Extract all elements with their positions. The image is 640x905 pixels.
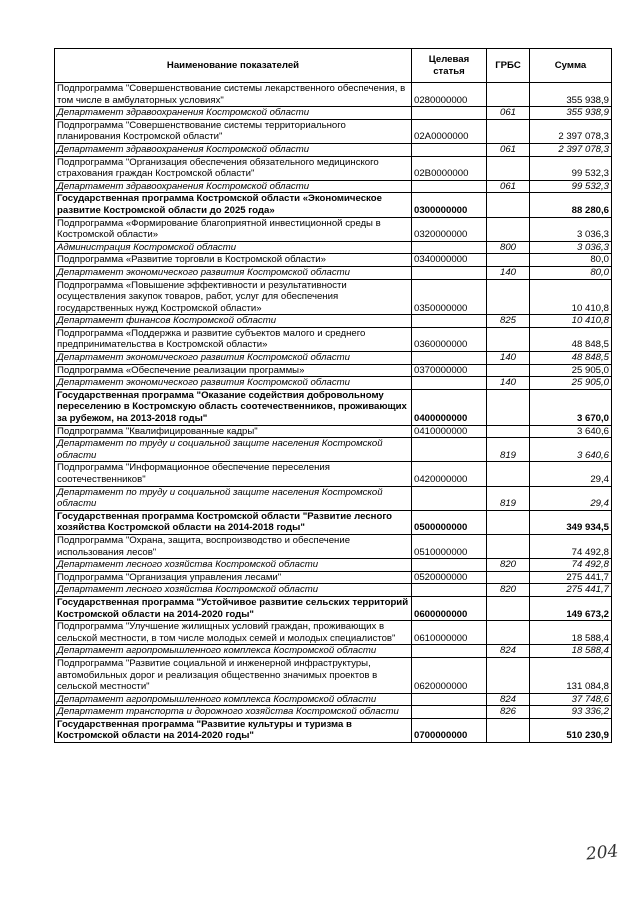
- row-grbs-cell: 824: [487, 693, 530, 706]
- row-grbs-cell: [487, 462, 530, 486]
- row-name-cell: Департамент экономического развития Костромской области: [55, 266, 412, 279]
- table-row: [55, 143, 612, 156]
- row-grbs-cell: 140: [487, 352, 530, 365]
- row-name-cell: Подпрограмма "Совершенствование системы лекарственного обеспечения, в том числе в амбулаторных условиях": [55, 83, 412, 107]
- row-grbs-cell: [487, 510, 530, 534]
- row-sum-cell: 18 588,4: [530, 645, 612, 658]
- row-code-cell: [412, 693, 487, 706]
- row-sum-cell: 349 934,5: [530, 510, 612, 534]
- row-grbs-cell: 800: [487, 241, 530, 254]
- row-code-cell: 0610000000: [412, 621, 487, 645]
- row-name-cell: Департамент по труду и социальной защите населения Костромской области: [55, 438, 412, 462]
- row-code-cell: [412, 377, 487, 390]
- table-row: [55, 425, 612, 438]
- row-grbs-cell: 819: [487, 438, 530, 462]
- row-name-cell: Департамент агропромышленного комплекса Костромской области: [55, 693, 412, 706]
- row-name-cell: Департамент финансов Костромской области: [55, 315, 412, 328]
- row-name-cell: Подпрограмма "Развитие социальной и инженерной инфраструктуры, автомобильных дорог и реализация общественно значимых проектов в сельской местности": [55, 657, 412, 693]
- table-row: [55, 706, 612, 719]
- row-code-cell: 0350000000: [412, 279, 487, 315]
- row-grbs-cell: 140: [487, 266, 530, 279]
- table-row: [55, 596, 612, 620]
- header-code: Целевая статья: [412, 49, 487, 83]
- row-grbs-cell: 140: [487, 377, 530, 390]
- row-grbs-cell: [487, 83, 530, 107]
- row-code-cell: 0280000000: [412, 83, 487, 107]
- row-sum-cell: 88 280,6: [530, 193, 612, 217]
- row-name-cell: Подпрограмма "Организация управления лесами": [55, 571, 412, 584]
- row-sum-cell: 355 938,9: [530, 83, 612, 107]
- row-code-cell: 0620000000: [412, 657, 487, 693]
- row-sum-cell: 2 397 078,3: [530, 119, 612, 143]
- row-name-cell: Департамент лесного хозяйства Костромской области: [55, 584, 412, 597]
- row-sum-cell: 29,4: [530, 486, 612, 510]
- table-row: [55, 156, 612, 180]
- row-sum-cell: 131 084,8: [530, 657, 612, 693]
- row-code-cell: 0520000000: [412, 571, 487, 584]
- row-code-cell: [412, 266, 487, 279]
- row-grbs-cell: [487, 364, 530, 377]
- table-header-row: [55, 49, 612, 83]
- table-row: [55, 315, 612, 328]
- row-code-cell: 0300000000: [412, 193, 487, 217]
- row-name-cell: Государственная программа "Развитие культуры и туризма в Костромской области на 2014-2020 годы": [55, 718, 412, 742]
- row-sum-cell: 2 397 078,3: [530, 143, 612, 156]
- handwritten-page-number: 204: [585, 841, 620, 865]
- row-grbs-cell: [487, 193, 530, 217]
- row-name-cell: Подпрограмма "Организация обеспечения обязательного медицинского страхования граждан Костромской области": [55, 156, 412, 180]
- row-name-cell: Департамент транспорта и дорожного хозяйства Костромской области: [55, 706, 412, 719]
- table-row: [55, 193, 612, 217]
- row-code-cell: [412, 486, 487, 510]
- row-name-cell: Подпрограмма «Повышение эффективности и результативности осуществления закупок товаров, работ, услуг для обеспечения государственных нужд Костромской области»: [55, 279, 412, 315]
- row-sum-cell: 10 410,8: [530, 315, 612, 328]
- table-row: [55, 352, 612, 365]
- row-code-cell: 0370000000: [412, 364, 487, 377]
- row-grbs-cell: 825: [487, 315, 530, 328]
- table-row: [55, 279, 612, 315]
- row-name-cell: Департамент здравоохранения Костромской области: [55, 180, 412, 193]
- row-grbs-cell: [487, 389, 530, 425]
- row-code-cell: 0510000000: [412, 534, 487, 558]
- table-body: [55, 83, 612, 743]
- table-row: [55, 621, 612, 645]
- row-name-cell: Департамент экономического развития Костромской области: [55, 352, 412, 365]
- table-row: [55, 327, 612, 351]
- row-code-cell: [412, 645, 487, 658]
- row-name-cell: Подпрограмма "Информационное обеспечение переселения соотечественников": [55, 462, 412, 486]
- row-sum-cell: 37 748,6: [530, 693, 612, 706]
- row-sum-cell: 18 588,4: [530, 621, 612, 645]
- row-code-cell: 0410000000: [412, 425, 487, 438]
- row-code-cell: 0340000000: [412, 254, 487, 267]
- row-name-cell: Подпрограмма "Совершенствование системы территориального планирования Костромской области": [55, 119, 412, 143]
- row-name-cell: Администрация Костромской области: [55, 241, 412, 254]
- budget-table: [54, 48, 612, 743]
- table-row: [55, 377, 612, 390]
- header-grbs: ГРБС: [487, 49, 530, 83]
- table-row: [55, 693, 612, 706]
- table-row: [55, 510, 612, 534]
- table-row: [55, 718, 612, 742]
- table-row: [55, 266, 612, 279]
- row-sum-cell: 3 640,6: [530, 425, 612, 438]
- row-grbs-cell: [487, 534, 530, 558]
- row-grbs-cell: [487, 254, 530, 267]
- table-row: [55, 241, 612, 254]
- row-sum-cell: 3 640,6: [530, 438, 612, 462]
- row-grbs-cell: 826: [487, 706, 530, 719]
- row-code-cell: 0700000000: [412, 718, 487, 742]
- row-grbs-cell: 819: [487, 486, 530, 510]
- row-name-cell: Подпрограмма "Охрана, защита, воспроизводство и обеспечение использования лесов": [55, 534, 412, 558]
- row-code-cell: [412, 107, 487, 120]
- row-code-cell: [412, 180, 487, 193]
- row-code-cell: [412, 352, 487, 365]
- row-sum-cell: 3 670,0: [530, 389, 612, 425]
- row-grbs-cell: 061: [487, 180, 530, 193]
- table-row: [55, 584, 612, 597]
- table-row: [55, 559, 612, 572]
- row-code-cell: [412, 143, 487, 156]
- table-row: [55, 645, 612, 658]
- row-grbs-cell: [487, 596, 530, 620]
- row-name-cell: Государственная программа "Устойчивое развитие сельских территорий Костромской области на 2014-2020 годы": [55, 596, 412, 620]
- table-row: [55, 571, 612, 584]
- row-sum-cell: 99 532,3: [530, 180, 612, 193]
- row-sum-cell: 10 410,8: [530, 279, 612, 315]
- row-grbs-cell: [487, 156, 530, 180]
- row-name-cell: Департамент экономического развития Костромской области: [55, 377, 412, 390]
- row-sum-cell: 3 036,3: [530, 217, 612, 241]
- row-name-cell: Департамент лесного хозяйства Костромской области: [55, 559, 412, 572]
- row-grbs-cell: [487, 119, 530, 143]
- row-grbs-cell: [487, 217, 530, 241]
- row-name-cell: Государственная программа Костромской области «Экономическое развитие Костромской области до 2025 года»: [55, 193, 412, 217]
- row-sum-cell: 355 938,9: [530, 107, 612, 120]
- row-code-cell: 0500000000: [412, 510, 487, 534]
- row-code-cell: [412, 438, 487, 462]
- row-grbs-cell: 061: [487, 107, 530, 120]
- row-sum-cell: 25 905,0: [530, 377, 612, 390]
- table-row: [55, 180, 612, 193]
- row-code-cell: 0320000000: [412, 217, 487, 241]
- table-row: [55, 119, 612, 143]
- row-name-cell: Департамент агропромышленного комплекса Костромской области: [55, 645, 412, 658]
- row-code-cell: 0600000000: [412, 596, 487, 620]
- row-grbs-cell: 820: [487, 584, 530, 597]
- row-sum-cell: 48 848,5: [530, 327, 612, 351]
- table-row: [55, 657, 612, 693]
- row-name-cell: Департамент здравоохранения Костромской области: [55, 143, 412, 156]
- row-sum-cell: 149 673,2: [530, 596, 612, 620]
- row-sum-cell: 25 905,0: [530, 364, 612, 377]
- row-code-cell: [412, 241, 487, 254]
- row-sum-cell: 3 036,3: [530, 241, 612, 254]
- row-code-cell: 02А0000000: [412, 119, 487, 143]
- row-code-cell: 02В0000000: [412, 156, 487, 180]
- row-grbs-cell: [487, 327, 530, 351]
- table-row: [55, 107, 612, 120]
- table-row: [55, 389, 612, 425]
- row-code-cell: 0360000000: [412, 327, 487, 351]
- row-name-cell: Государственная программа "Оказание содействия добровольному переселению в Костромскую область соотечественников, проживающих за рубежом, на 2013-2018 годы": [55, 389, 412, 425]
- row-code-cell: 0420000000: [412, 462, 487, 486]
- table-row: [55, 462, 612, 486]
- header-sum: Сумма: [530, 49, 612, 83]
- row-grbs-cell: 824: [487, 645, 530, 658]
- row-name-cell: Подпрограмма «Формирование благоприятной инвестиционной среды в Костромской области»: [55, 217, 412, 241]
- table-row: [55, 364, 612, 377]
- row-name-cell: Департамент по труду и социальной защите населения Костромской области: [55, 486, 412, 510]
- row-sum-cell: 275 441,7: [530, 571, 612, 584]
- row-name-cell: Департамент здравоохранения Костромской области: [55, 107, 412, 120]
- row-sum-cell: 80,0: [530, 254, 612, 267]
- row-grbs-cell: [487, 425, 530, 438]
- row-sum-cell: 29,4: [530, 462, 612, 486]
- row-sum-cell: 275 441,7: [530, 584, 612, 597]
- row-name-cell: Подпрограмма «Поддержка и развитие субъектов малого и среднего предпринимательства в Костромской области»: [55, 327, 412, 351]
- header-name: Наименование показателей: [55, 49, 412, 83]
- row-grbs-cell: [487, 621, 530, 645]
- row-code-cell: [412, 315, 487, 328]
- row-grbs-cell: [487, 657, 530, 693]
- table-row: [55, 438, 612, 462]
- table-row: [55, 534, 612, 558]
- row-grbs-cell: [487, 718, 530, 742]
- table-row: [55, 486, 612, 510]
- table-row: [55, 254, 612, 267]
- row-code-cell: [412, 584, 487, 597]
- row-sum-cell: 510 230,9: [530, 718, 612, 742]
- row-sum-cell: 48 848,5: [530, 352, 612, 365]
- row-name-cell: Подпрограмма "Квалифицированные кадры": [55, 425, 412, 438]
- table-row: [55, 217, 612, 241]
- row-sum-cell: 99 532,3: [530, 156, 612, 180]
- row-sum-cell: 93 336,2: [530, 706, 612, 719]
- row-grbs-cell: [487, 571, 530, 584]
- row-sum-cell: 74 492,8: [530, 559, 612, 572]
- row-code-cell: [412, 559, 487, 572]
- row-grbs-cell: 061: [487, 143, 530, 156]
- table-row: [55, 83, 612, 107]
- row-name-cell: Подпрограмма «Развитие торговли в Костромской области»: [55, 254, 412, 267]
- row-name-cell: Подпрограмма "Улучшение жилищных условий граждан, проживающих в сельской местности, в том числе молодых семей и молодых специалистов": [55, 621, 412, 645]
- row-grbs-cell: 820: [487, 559, 530, 572]
- row-sum-cell: 80,0: [530, 266, 612, 279]
- row-name-cell: Государственная программа Костромской области "Развитие лесного хозяйства Костромской области на 2014-2018 годы": [55, 510, 412, 534]
- row-grbs-cell: [487, 279, 530, 315]
- row-name-cell: Подпрограмма «Обеспечение реализации программы»: [55, 364, 412, 377]
- row-sum-cell: 74 492,8: [530, 534, 612, 558]
- row-code-cell: 0400000000: [412, 389, 487, 425]
- row-code-cell: [412, 706, 487, 719]
